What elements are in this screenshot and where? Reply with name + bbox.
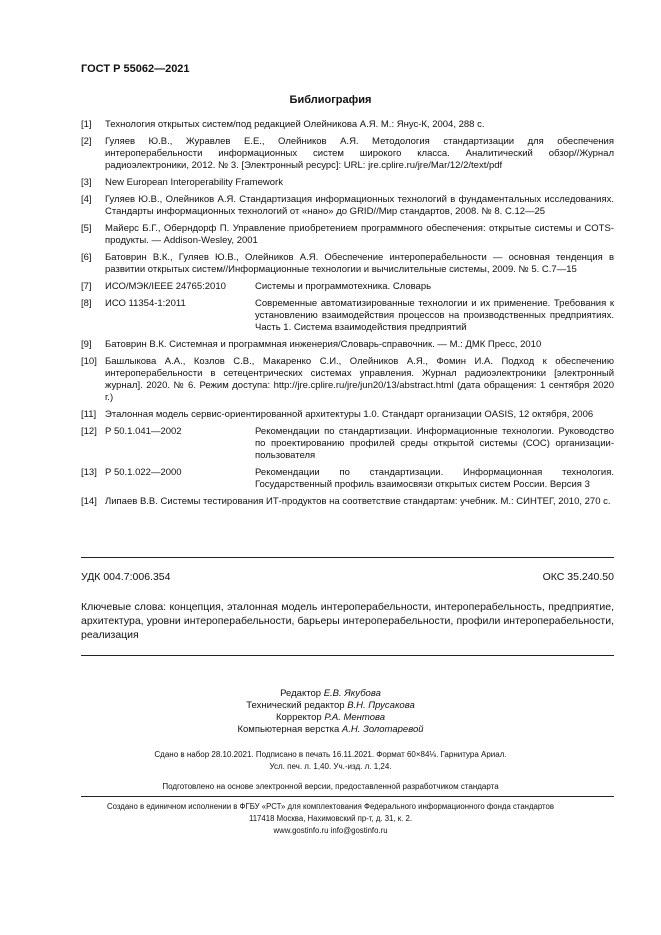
reference-text: Майерс Б.Г., Оберндорф П. Управление приобретением программного обеспечения: открытые системы и COTS-продукты. — Addison-Wesley, 2001 bbox=[105, 223, 614, 246]
bibliography-list bbox=[81, 119, 614, 513]
reference-number: [2] bbox=[81, 136, 92, 147]
reference-item bbox=[81, 136, 614, 172]
reference-item bbox=[81, 281, 614, 293]
credit-editor: Редактор Е.В. Якубова bbox=[280, 688, 381, 699]
reference-item bbox=[81, 223, 614, 247]
reference-number: [7] bbox=[81, 281, 92, 292]
reference-item bbox=[81, 177, 614, 189]
udk-code: УДК 004.7:006.354 bbox=[81, 571, 171, 583]
divider-top bbox=[81, 557, 614, 558]
reference-title: Современные автоматизированные технологии и их применение. Требования к установлению взаимодействия процессов на производственных предприятиях. Часть 1. Система взаимодействия предприятий bbox=[255, 298, 614, 333]
reference-item bbox=[81, 119, 614, 131]
reference-title: Системы и программотехника. Словарь bbox=[255, 281, 432, 292]
reference-text: Батоврин В.К. Системная и программная инженерия/Словарь-справочник. — М.: ДМК Пресс, 2010 bbox=[105, 339, 542, 350]
reference-number: [6] bbox=[81, 252, 92, 263]
reference-number: [5] bbox=[81, 223, 92, 234]
reference-item bbox=[81, 298, 614, 334]
reference-text: Гуляев Ю.В., Журавлев Е.Е., Олейников А.Я. Методология стандартизации для обеспечения интероперабельности информационных систем широкого класса. Аналитический обзор//Журнал радиоэлектроники, 2012. № 3. [Электронный ресурс]: URL: jre.cplire.ru/jre/Mar/12/2/text/pdf bbox=[105, 136, 614, 171]
reference-number: [11] bbox=[81, 409, 97, 420]
oks-code: ОКС 35.240.50 bbox=[542, 571, 614, 583]
reference-code: Р 50.1.041—2002 bbox=[105, 426, 182, 437]
reference-item bbox=[81, 467, 614, 491]
reference-number: [12] bbox=[81, 426, 97, 437]
reference-text: Технология открытых систем/под редакцией Олейникова А.Я. М.: Янус-К, 2004, 288 с. bbox=[105, 119, 485, 130]
reference-item bbox=[81, 496, 614, 508]
publisher-line: Создано в единичном исполнении в ФГБУ «РСТ» для комплектования Федерального информационного фонда стандартов bbox=[106, 802, 555, 811]
publisher-contacts: www.gostinfo.ru info@gostinfo.ru bbox=[273, 826, 388, 835]
reference-code: ИСО 11354-1:2011 bbox=[105, 298, 186, 309]
reference-text: Батоврин В.К., Гуляев Ю.В., Олейников А.Я. Обеспечение интероперабельности — основная тенденция в развитии открытых систем//Информационные технологии и вычислительные системы, 2009. № 5. С.7—15 bbox=[105, 252, 614, 275]
divider-publisher bbox=[81, 796, 614, 797]
reference-number: [8] bbox=[81, 298, 92, 309]
reference-number: [4] bbox=[81, 194, 92, 205]
reference-text: New European Interoperability Framework bbox=[105, 177, 283, 188]
reference-item bbox=[81, 356, 614, 404]
divider-bottom bbox=[81, 655, 614, 656]
reference-number: [1] bbox=[81, 119, 92, 130]
credit-layout: Компьютерная верстка А.Н. Золотаревой bbox=[237, 724, 424, 735]
reference-text: Эталонная модель сервис-ориентированной архитектуры 1.0. Стандарт организации OASIS, 12 октября, 2006 bbox=[105, 409, 594, 420]
reference-number: [10] bbox=[81, 356, 97, 367]
credit-tech-editor: Технический редактор В.Н. Прусакова bbox=[246, 700, 415, 711]
classification-row bbox=[81, 571, 614, 583]
reference-title: Рекомендации по стандартизации. Информационные технологии. Руководство по проектированию профилей среды открытой системы (СОС) организации-пользователя bbox=[255, 426, 614, 461]
reference-item bbox=[81, 426, 614, 462]
reference-number: [14] bbox=[81, 496, 97, 507]
reference-number: [3] bbox=[81, 177, 92, 188]
reference-item bbox=[81, 194, 614, 218]
reference-text: Башлыкова А.А., Козлов С.В., Макаренко С.И., Олейников А.Я., Фомин И.А. Подход к обеспечению интероперабельности в сетецентрических системах управления. Журнал радиоэлектроники [электронный журнал]. 2020. № 6. Режим доступа: http://jre.cplire.ru/jre/jun20/13/abstract.html (дата обращения: 1 сентября 2020 г.) bbox=[105, 356, 614, 403]
print-info-line: Усл. печ. л. 1,40. Уч.-изд. л. 1,24. bbox=[269, 762, 392, 771]
credit-proofreader: Корректор Р.А. Ментова bbox=[275, 712, 386, 723]
publisher-address: 117418 Москва, Нахимовский пр-т, д. 31, к. 2. bbox=[248, 814, 413, 823]
reference-number: [9] bbox=[81, 339, 92, 350]
keywords: Ключевые слова: концепция, эталонная модель интероперабельности, интероперабельность, предприятие, архитектура, уровни интероперабельности, барьеры интероперабельности, профили интероперабельности, реализация bbox=[81, 601, 614, 641]
bibliography-title: Библиография bbox=[289, 94, 372, 106]
reference-item bbox=[81, 339, 614, 351]
reference-text: Липаев В.В. Системы тестирования ИТ-продуктов на соответствие стандартам: учебник. М.: СИНТЕГ, 2010, 270 с. bbox=[105, 496, 611, 507]
print-info-line: Сдано в набор 28.10.2021. Подписано в печать 16.11.2021. Формат 60×84⅛. Гарнитура Ариал. bbox=[154, 750, 507, 759]
reference-item bbox=[81, 409, 614, 421]
standard-number: ГОСТ Р 55062—2021 bbox=[81, 63, 190, 75]
reference-number: [13] bbox=[81, 467, 97, 478]
reference-item bbox=[81, 252, 614, 276]
reference-title: Рекомендации по стандартизации. Информационная технология. Государственный профиль взаимосвязи открытых систем России. Версия 3 bbox=[255, 467, 614, 490]
reference-code: Р 50.1.022—2000 bbox=[105, 467, 182, 478]
reference-code: ИСО/МЭК/IEEE 24765:2010 bbox=[105, 281, 226, 292]
print-source-note: Подготовлено на основе электронной версии, предоставленной разработчиком стандарта bbox=[162, 782, 499, 791]
reference-text: Гуляев Ю.В., Олейников А.Я. Стандартизация информационных технологий в фундаментальных исследованиях. Стандарты информационных технологий от «нано» до GRID//Мир стандартов, 2008. № 8. С.12—25 bbox=[105, 194, 614, 217]
